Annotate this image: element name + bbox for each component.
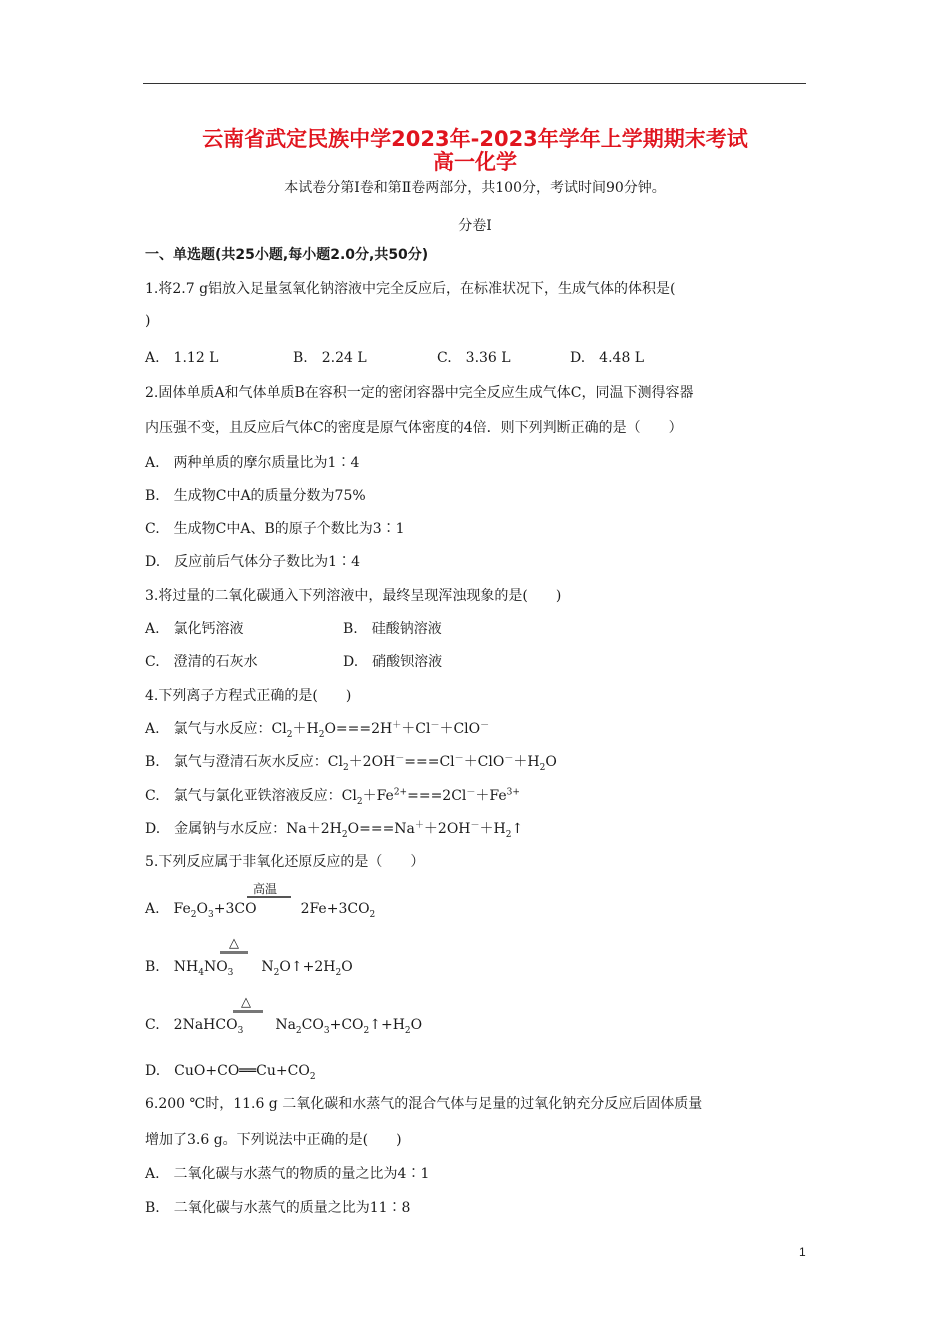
q3-option-c: C. 澄清的石灰水 bbox=[145, 654, 258, 670]
q3-stem: 3.将过量的二氧化碳通入下列溶液中，最终呈现浑浊现象的是( ) bbox=[145, 588, 562, 604]
q3-option-a: A. 氯化钙溶液 bbox=[145, 621, 244, 637]
page-number: 1 bbox=[799, 1245, 806, 1259]
q4-stem: 4.下列离子方程式正确的是( ) bbox=[145, 688, 352, 704]
q3-option-b: B. 硅酸钠溶液 bbox=[343, 621, 442, 637]
q2-option-c: C. 生成物C中A、B的原子个数比为3∶1 bbox=[145, 521, 405, 537]
reaction-arrow-bar bbox=[233, 1010, 263, 1013]
q5-option-d: D. $CuO+CO══Cu+CO_2$ bbox=[145, 1063, 316, 1082]
header-rule bbox=[143, 83, 806, 84]
q6-stem: 6.200 ℃时，11.6 g 二氧化碳和水蒸气的混合气体与足量的过氧化钠充分反应后固体质量 bbox=[145, 1096, 703, 1112]
q1-stem-end: ) bbox=[145, 313, 151, 329]
q4-option-d: D. 金属钠与水反应：$Na+2H_2O===Na^++2OH^-+H_2↑$ bbox=[145, 820, 524, 840]
heat-icon: △ bbox=[229, 936, 239, 951]
part-label: 分卷Ⅰ bbox=[458, 218, 492, 234]
q4-option-a: A. 氯气与水反应：$Cl_2+H_2O===2H^++Cl^-+ClO^-$ bbox=[145, 720, 490, 740]
q5-option-b: B. $NH_4NO_3$ $N_2O↑+2H_2O$ bbox=[145, 959, 353, 978]
q5-option-c: C. 2NaHCO$_3$ $Na_2CO_3+CO_2↑+H_2O$ bbox=[145, 1017, 423, 1036]
q1-option-b: B. 2.24 L bbox=[293, 350, 367, 366]
q1-option-c: C. 3.36 L bbox=[437, 350, 511, 366]
exam-intro: 本试卷分第Ⅰ卷和第Ⅱ卷两部分，共100分，考试时间90分钟。 bbox=[284, 180, 666, 196]
exam-title: 云南省武定民族中学2023年-2023年学年上学期期末考试 bbox=[202, 127, 748, 151]
reaction-arrow-bar bbox=[247, 896, 291, 898]
q2-option-d: D. 反应前后气体分子数比为1∶4 bbox=[145, 554, 360, 570]
q6-option-a: A. 二氧化碳与水蒸气的物质的量之比为4∶1 bbox=[145, 1166, 430, 1182]
q1-stem: 1.将2.7 g铝放入足量氢氧化钠溶液中完全反应后，在标准状况下，生成气体的体积是( bbox=[145, 281, 676, 297]
q1-option-d: D. 4.48 L bbox=[570, 350, 645, 366]
q6-stem-cont: 增加了3.6 g。下列说法中正确的是( ) bbox=[145, 1132, 402, 1148]
q2-option-b: B. 生成物C中A的质量分数为75% bbox=[145, 488, 366, 504]
q4-option-c: C. 氯气与氯化亚铁溶液反应：$Cl_2+Fe^{2+}===2Cl^-+Fe^{3+}$ bbox=[145, 787, 520, 807]
q5-stem: 5.下列反应属于非氧化还原反应的是（ ） bbox=[145, 854, 425, 870]
q1-option-a: A. 1.12 L bbox=[145, 350, 219, 366]
q2-option-a: A. 两种单质的摩尔质量比为1∶4 bbox=[145, 455, 360, 471]
high-temp-condition: 高温 bbox=[253, 882, 278, 896]
section-heading: 一、单选题(共25小题,每小题2.0分,共50分) bbox=[145, 247, 429, 263]
q6-option-b: B. 二氧化碳与水蒸气的质量之比为11∶8 bbox=[145, 1200, 411, 1216]
q5-option-a: A. $Fe_2O_3+3CO$ $2Fe+3CO_2$ bbox=[145, 901, 376, 920]
q2-stem: 2.固体单质A和气体单质B在容积一定的密闭容器中完全反应生成气体C，同温下测得容器 bbox=[145, 385, 694, 401]
reaction-arrow-bar bbox=[220, 951, 248, 954]
heat-icon: △ bbox=[241, 995, 251, 1010]
q3-option-d: D. 硝酸钡溶液 bbox=[343, 654, 443, 670]
q2-stem-cont: 内压强不变，且反应后气体C的密度是原气体密度的4倍．则下列判断正确的是（ ） bbox=[145, 420, 683, 436]
q4-option-b: B. 氯气与澄清石灰水反应：$Cl_2+2OH^-===Cl^-+ClO^-+H_2O$ bbox=[145, 753, 557, 773]
exam-subject: 高一化学 bbox=[433, 150, 517, 174]
